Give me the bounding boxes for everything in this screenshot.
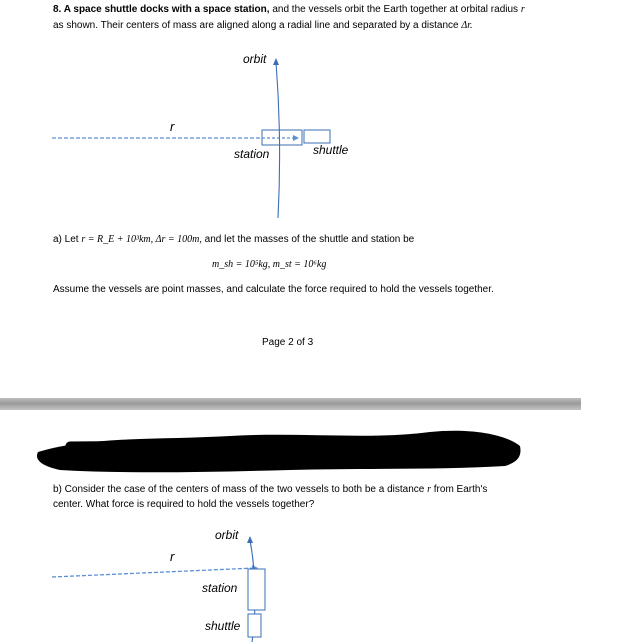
problem-heading: 8. A space shuttle docks with a space station, and the vessels orbit the Earth together at orbital radius r [53,4,525,15]
page-number: Page 2 of 3 [262,337,314,348]
shuttle-box-2 [248,614,261,637]
part-a-instruction: Assume the vessels are point masses, and calculate the force required to hold the vessels together. [53,284,494,295]
part-a-masses: m_sh = 10⁵kg, m_st = 10⁶kg [212,259,327,270]
station-box-2 [248,569,265,610]
part-a-line-1: a) Let r = R_E + 10³km, Δr = 100m, and let the masses of the shuttle and station be [53,234,415,245]
orbit-label-2: orbit [215,528,239,542]
station-label: station [234,147,270,161]
shuttle-box [304,130,330,143]
problem-line-2: as shown. Their centers of mass are aligned along a radial line and separated by a distance Δr. [53,20,473,31]
station-label-2: station [202,581,238,595]
shuttle-label-2: shuttle [205,619,241,633]
part-b-line-1: b) Consider the case of the centers of mass of the two vessels to both be a distance r from Earth's [53,484,488,495]
orbit-arrow-icon [247,536,253,543]
part-b-line-2: center. What force is required to hold the vessels together? [53,499,315,510]
orbit-label: orbit [243,52,267,66]
r-label: r [170,119,175,134]
r-label-2: r [170,549,175,564]
shuttle-label: shuttle [313,143,349,157]
orbit-arrow-icon [273,58,279,65]
radial-line-2 [52,568,255,577]
page-break-divider [0,398,581,410]
